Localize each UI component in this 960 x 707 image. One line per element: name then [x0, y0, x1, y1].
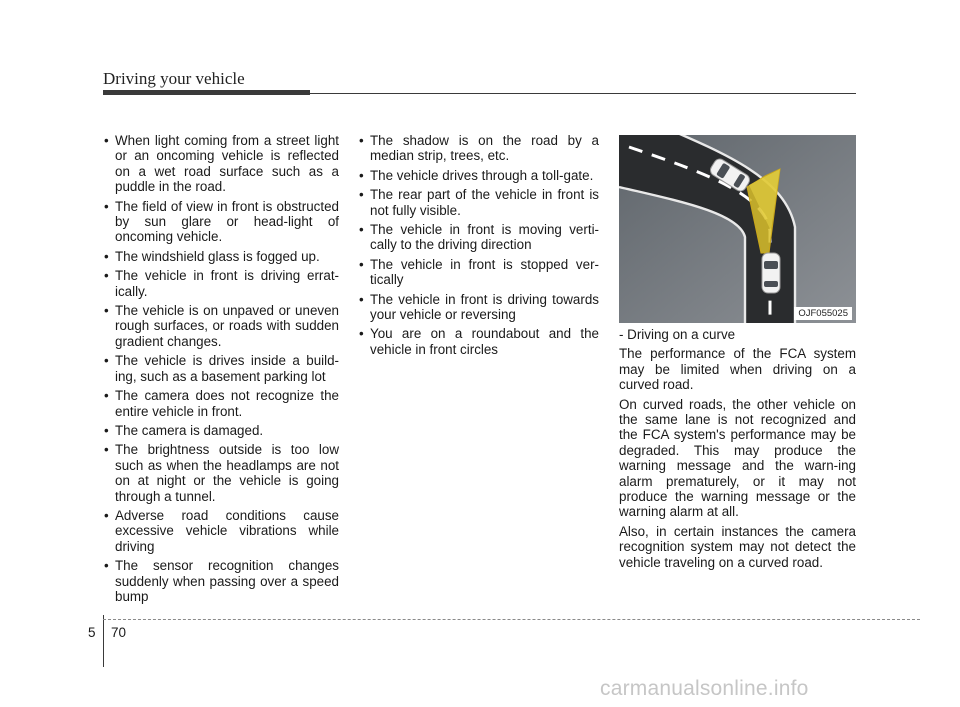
limitation-list-middle [358, 133, 599, 357]
list-item: • The camera is damaged. [103, 423, 339, 438]
list-item: • The rear part of the vehicle in front is not fully visible. [358, 187, 599, 218]
header-rule [310, 93, 856, 94]
list-item: • The vehicle in front is moving verti-cally to the driving direction [358, 222, 599, 253]
paragraph: On curved roads, the other vehicle on the same lane is not recognized and the FCA system's performance may be degraded. This may produce the warning message and the warn-ing alarm prematurely, or it may not produce the warning message or the warning alarm at all. [619, 396, 856, 520]
list-item: • The vehicle in front is driving errat-ically. [103, 268, 339, 299]
figure-code-label: OJF055025 [794, 307, 852, 320]
list-item: • The brightness outside is too low such as when the headlamps are not on at night or the vehicle is going through a tunnel. [103, 442, 339, 504]
page-header-title: Driving your vehicle [103, 69, 245, 88]
list-item: • The vehicle is on unpaved or uneven rough surfaces, or roads with sudden gradient changes. [103, 303, 339, 349]
footer-rule [103, 619, 920, 620]
section-subheading: - Driving on a curve [619, 327, 736, 342]
curve-road-drawing [619, 135, 856, 323]
list-item: • The field of view in front is obstructed by sun glare or head-light of oncoming vehicle. [103, 199, 339, 245]
limitation-list-left [103, 133, 339, 604]
middle-column [358, 133, 599, 361]
footer-divider-vertical [103, 615, 104, 667]
list-item: • Adverse road conditions cause excessive vehicle vibrations while driving [103, 508, 339, 554]
left-column [103, 133, 339, 608]
chapter-number: 5 [88, 625, 96, 640]
list-item: • The sensor recognition changes suddenly when passing over a speed bump [103, 558, 339, 604]
header-accent-bar [103, 90, 310, 95]
list-item: • When light coming from a street light or an oncoming vehicle is reflected on a wet road surface such as a puddle in the road. [103, 133, 339, 195]
list-item: • The vehicle drives through a toll-gate. [358, 168, 599, 183]
list-item: • The vehicle is drives inside a build-ing, such as a basement parking lot [103, 353, 339, 384]
paragraph: The performance of the FCA system may be limited when driving on a curved road. [619, 346, 856, 393]
right-column [619, 327, 856, 574]
list-item: • You are on a roundabout and the vehicle in front circles [358, 326, 599, 357]
paragraph: Also, in certain instances the camera recognition system may not detect the vehicle traveling on a curved road. [619, 523, 856, 570]
curved-road-illustration [619, 135, 856, 323]
list-item: • The shadow is on the road by a median strip, trees, etc. [358, 133, 599, 164]
list-item: • The windshield glass is fogged up. [103, 249, 339, 264]
list-item: • The camera does not recognize the entire vehicle in front. [103, 388, 339, 419]
vehicle-ahead-car-icon [762, 253, 780, 293]
page-number: 70 [111, 625, 127, 640]
watermark-text: carmanualsonline.info [600, 677, 809, 700]
list-item: • The vehicle in front is driving towards your vehicle or reversing [358, 292, 599, 323]
list-item: • The vehicle in front is stopped ver-tically [358, 257, 599, 288]
